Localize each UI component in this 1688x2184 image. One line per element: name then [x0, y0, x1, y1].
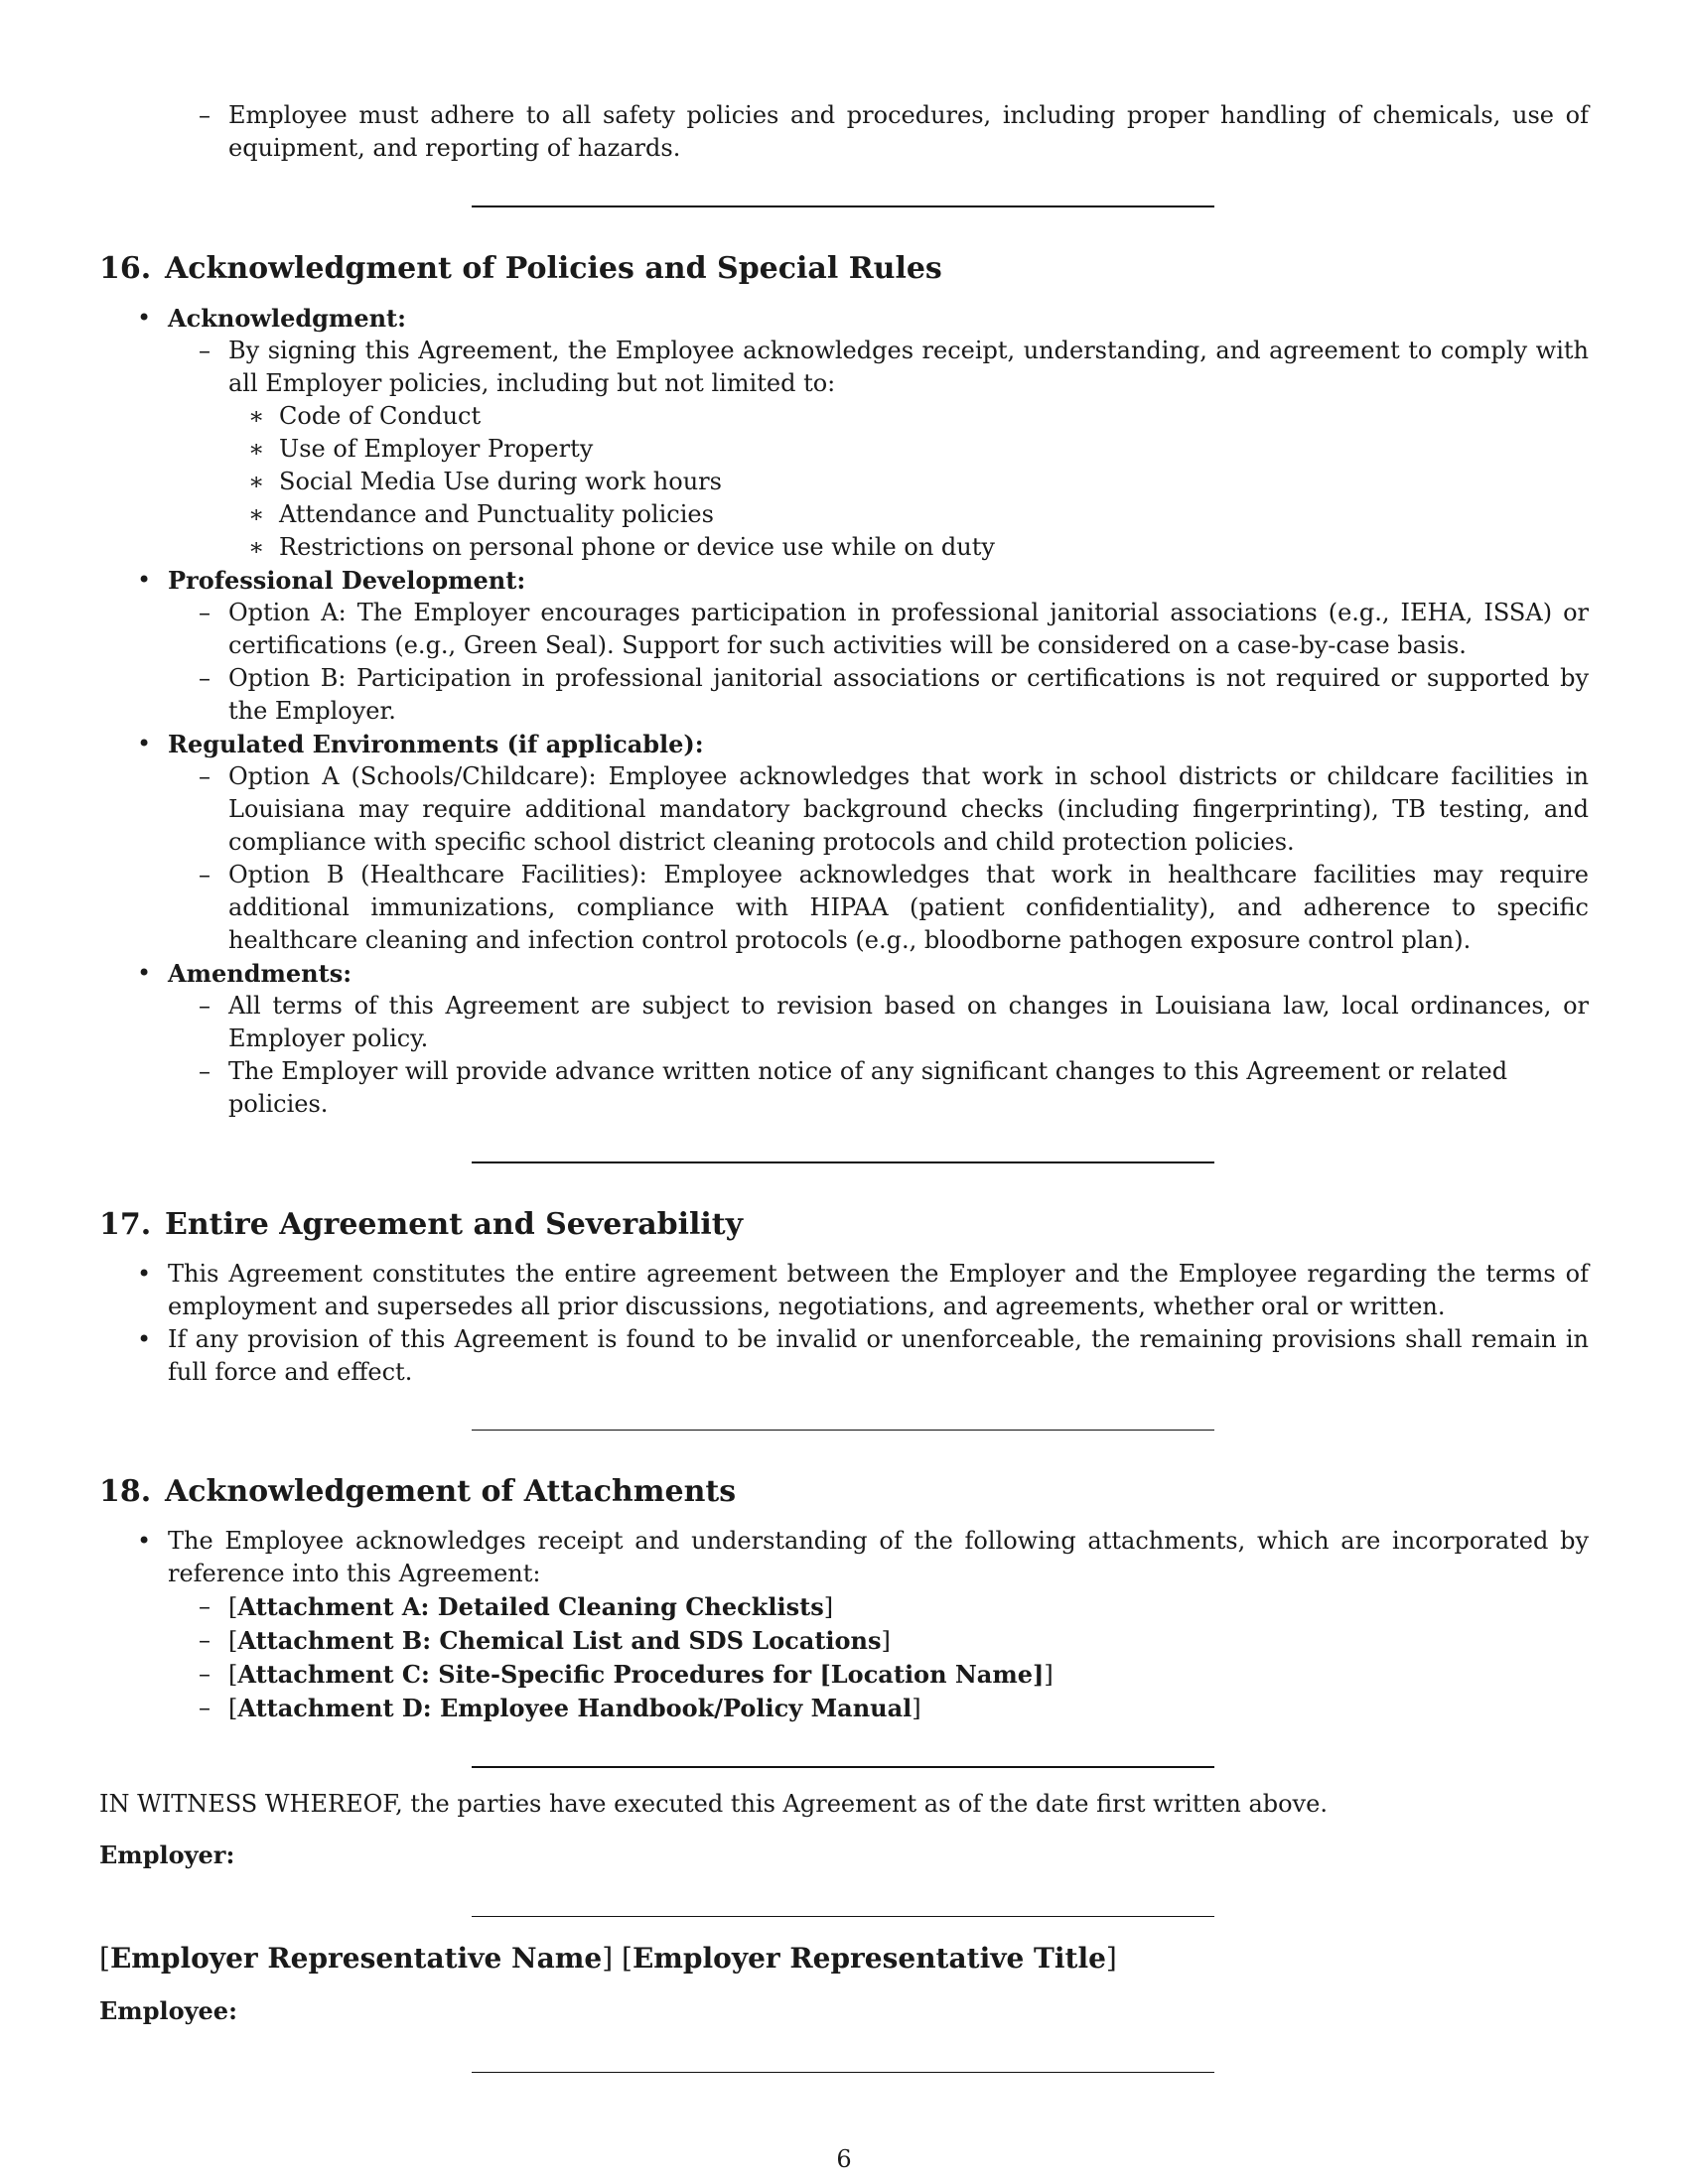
amendments-bullet: • Amendments: [137, 959, 352, 988]
regulated-environments-option-b: – Option B (Healthcare Facilities): Employee acknowledges that work in healthcare facilities may require additional immunizations, compliance with HIPAA (patient confidentiality), and adherence to specific healthcare cleaning and infection control protocols (e.g., bloodborne pathogen exposure control plan). [199, 861, 1589, 954]
section-17-heading: 17. Entire Agreement and Severability [99, 1207, 744, 1242]
attachment-item: – [Attachment A: Detailed Cleaning Checklists] [199, 1592, 834, 1621]
employer-label: Employer: [99, 1841, 235, 1869]
bullet-marker: • [137, 304, 152, 332]
professional-development-bullet: • Professional Development: [137, 566, 526, 595]
policy-list-item: ∗ Restrictions on personal phone or device use while on duty [248, 533, 995, 561]
attachment-item: – [Attachment C: Site-Specific Procedures for [Location Name]] [199, 1660, 1054, 1689]
section-16-heading: 16. Acknowledgment of Policies and Special Rules [99, 251, 942, 286]
entire-agreement-bullet: • This Agreement constitutes the entire agreement between the Employer and the Employee regarding the terms of employment and supersedes all prior discussions, negotiations, and agreements, whether oral or written. [137, 1260, 1589, 1320]
attachment-item: – [Attachment B: Chemical List and SDS Locations] [199, 1626, 891, 1655]
regulated-environments-bullet: • Regulated Environments (if applicable): [137, 730, 704, 758]
section-18-heading: 18. Acknowledgement of Attachments [99, 1474, 737, 1509]
professional-development-option-b: – Option B: Participation in professional janitorial associations or certifications is not required or supported by the Employer. [199, 664, 1589, 725]
professional-development-option-a: – Option A: The Employer encourages participation in professional janitorial associations (e.g., IEHA, ISSA) or certifications (e.g., Green Seal). Support for such activities will be considered on a case-by-case basis. [199, 599, 1589, 659]
attachments-intro-bullet: • The Employee acknowledges receipt and understanding of the following attachments, which are incorporated by reference into this Agreement: [137, 1527, 1589, 1587]
safety-policy-item [99, 99, 1589, 165]
severability-bullet: • If any provision of this Agreement is found to be invalid or unenforceable, the remaining provisions shall remain in full force and effect. [137, 1325, 1589, 1386]
policy-list-item: ∗ Use of Employer Property [248, 435, 594, 463]
amendments-item: – The Employer will provide advance written notice of any significant changes to this Agreement or related policies. [199, 1057, 1508, 1118]
regulated-environments-option-a: – Option A (Schools/Childcare): Employee acknowledges that work in school districts or childcare facilities in Louisiana may require additional mandatory background checks (including fingerprinting), TB testing, and compliance with specific school district cleaning protocols and child protection policies. [199, 762, 1589, 856]
page-number: 6 [836, 2145, 852, 2173]
employee-signature-line[interactable] [472, 2072, 1214, 2073]
section-divider [472, 1430, 1214, 1431]
amendments-item: – All terms of this Agreement are subject to revision based on changes in Louisiana law, local ordinances, or Employer policy. [199, 992, 1589, 1052]
section-divider [472, 205, 1214, 207]
section-divider [472, 1161, 1214, 1163]
acknowledgment-label: Acknowledgment: [168, 304, 406, 333]
safety-policy-text: Employee must adhere to all safety policies and procedures, including proper handling of chemicals, use of equipment, and reporting of hazards. [228, 101, 1589, 162]
attachment-item: – [Attachment D: Employee Handbook/Policy Manual] [199, 1694, 921, 1722]
section-divider [472, 1766, 1214, 1768]
policy-list-item: ∗ Social Media Use during work hours [248, 468, 722, 495]
policy-list-item: ∗ Code of Conduct [248, 402, 482, 430]
employer-signature-line[interactable] [472, 1916, 1214, 1917]
policy-list-item: ∗ Attendance and Punctuality policies [248, 500, 714, 528]
dash-marker: – [199, 101, 211, 129]
employee-label: Employee: [99, 1996, 237, 2025]
witness-statement: IN WITNESS WHEREOF, the parties have executed this Agreement as of the date first written above. [99, 1790, 1328, 1818]
dash-marker: – [199, 337, 211, 364]
employer-representative: [Employer Representative Name] [Employer Representative Title] [99, 1942, 1117, 1975]
acknowledgment-bullet [99, 302, 1589, 335]
document-page [99, 99, 1589, 2073]
acknowledgment-item: – By signing this Agreement, the Employee acknowledges receipt, understanding, and agreement to comply with all Employer policies, including but not limited to: [199, 337, 1589, 397]
